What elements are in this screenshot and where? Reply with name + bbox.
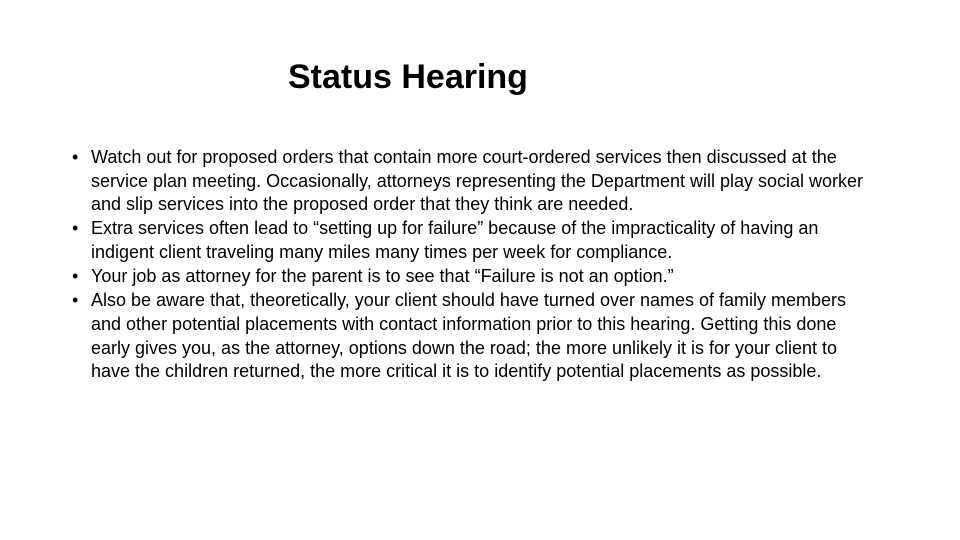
bullet-glyph: • xyxy=(72,218,79,239)
bullet-text-3: Your job as attorney for the parent is to see that “Failure is not an option.” xyxy=(91,266,674,287)
bullet-list xyxy=(72,146,880,384)
bullet-text-2: Extra services often lead to “setting up for failure” because of the impracticality of having an indigent client traveling many miles many times per week for compliance. xyxy=(91,218,819,262)
slide-title: Status Hearing xyxy=(288,58,528,96)
bullet-item-1 xyxy=(72,146,880,217)
bullet-item-3 xyxy=(72,265,880,289)
bullet-glyph: • xyxy=(72,147,79,167)
bullet-text-1: Watch out for proposed orders that contain more court-ordered services then discussed at the service plan meeting. Occasionally, attorneys representing the Department will play social worker and slip services into the proposed order that they think are needed. xyxy=(91,147,864,215)
bullet-glyph: • xyxy=(72,266,79,287)
bullet-text-4: Also be aware that, theoretically, your client should have turned over names of family members and other potential placements with contact information prior to this hearing. Getting this done early gives you, as the attorney, options down the road; the more unlikely it is for your client to have the children returned, the more critical it is to identify potential placements as possible. xyxy=(91,290,847,382)
bullet-glyph: • xyxy=(72,290,79,311)
bullet-item-2 xyxy=(72,217,880,264)
bullet-item-4 xyxy=(72,289,880,383)
